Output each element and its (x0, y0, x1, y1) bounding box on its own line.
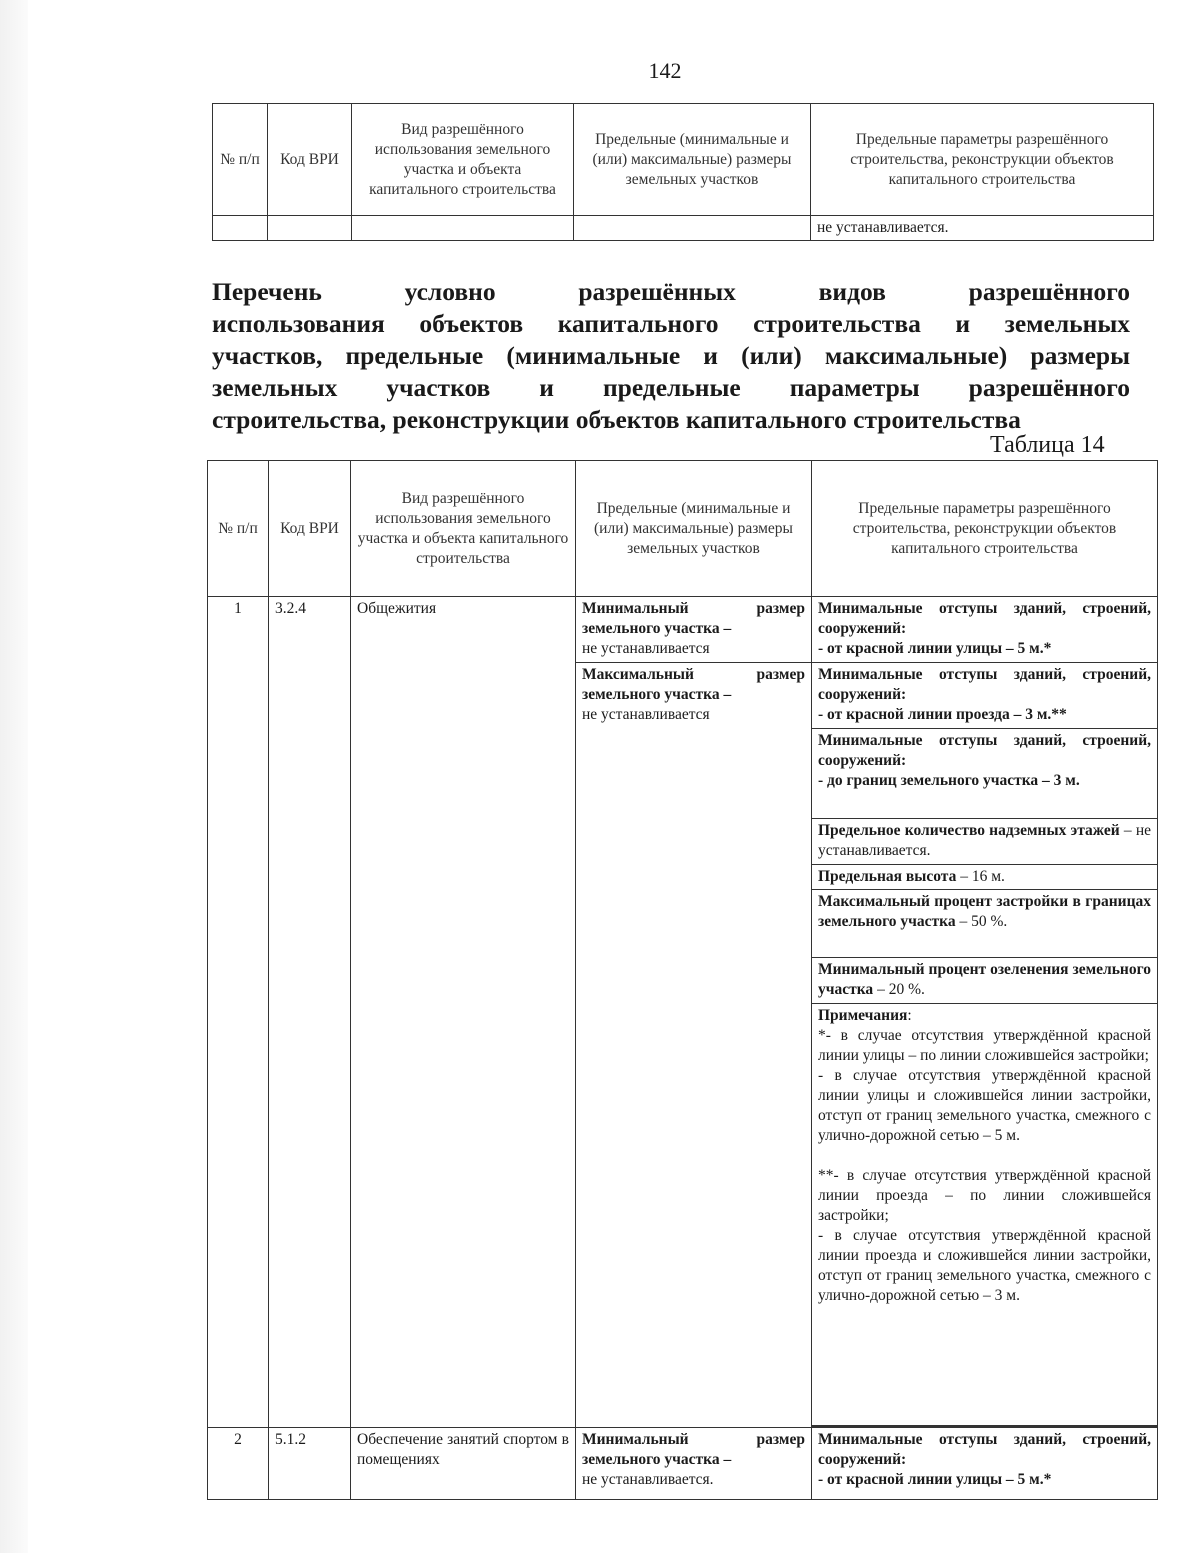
param-value: – 50 %. (955, 913, 1008, 930)
continuation-table (212, 103, 1154, 241)
continuation-text: не устанавливается. (811, 216, 1154, 241)
cell-empty (574, 216, 811, 241)
row-code: 5.1.2 (269, 1428, 351, 1500)
scan-edge (0, 0, 28, 1553)
param-cell (812, 663, 1158, 729)
header-kind: Вид разрешённого использования земельного участка и объекта капитального строительства (351, 461, 576, 597)
title-line: участков, предельные (минимальные и (или) максимальные) размеры (212, 341, 1130, 370)
title-line: использования объектов капитального строительства и земельных (212, 309, 1130, 338)
notes-colon: : (907, 1007, 912, 1024)
param-value: – не устанавливается. (818, 822, 1151, 859)
param-cell (812, 958, 1158, 1004)
param-label: Минимальные отступы зданий, строений, сооружений: (818, 600, 1151, 637)
param-detail: - от красной линии улицы – 5 м.* (818, 640, 1052, 657)
row-number: 2 (208, 1428, 269, 1500)
title-line: земельных участков и предельные параметры разрешённого (212, 373, 1130, 402)
size-value: не устанавливается (582, 706, 710, 723)
table-header-row (208, 461, 1158, 597)
section-title (212, 276, 1130, 404)
param-cell (812, 729, 1158, 819)
header-size: Предельные (минимальные и (или) максимальные) размеры земельных участков (576, 461, 812, 597)
size-value: не устанавливается. (582, 1471, 714, 1488)
note: - в случае отсутствия утверждённой красной линии проезда и сложившейся линии застройки, отступ от границ земельного участка, смежного с улично-дорожной сетью – 3 м. (818, 1227, 1151, 1304)
header-code: Код ВРИ (269, 461, 351, 597)
param-value: – 20 %. (873, 981, 925, 998)
param-detail: - до границ земельного участка – 3 м. (818, 772, 1080, 789)
param-label: Минимальный процент озеленения земельного участка (818, 961, 1151, 998)
param-detail: - от красной линии проезда – 3 м.** (818, 706, 1067, 723)
row-number: 1 (208, 597, 269, 1428)
title-line: Перечень условно разрешённых видов разрешённого (212, 277, 1130, 306)
header-size: Предельные (минимальные и (или) максимальные) размеры земельных участков (574, 104, 811, 216)
table-row (208, 597, 1158, 663)
size-label: Минимальный размер земельного участка – (582, 600, 805, 637)
row-code: 3.2.4 (269, 597, 351, 1428)
title-line: строительства, реконструкции объектов капитального строительства (212, 405, 1021, 434)
header-code: Код ВРИ (268, 104, 352, 216)
notes-cell (812, 1004, 1158, 1426)
param-label: Минимальные отступы зданий, строений, сооружений: (818, 1431, 1151, 1468)
note: - в случае отсутствия утверждённой красной линии улицы и сложившейся линии застройки, отступ от границ земельного участка, смежного с улично-дорожной сетью – 5 м. (818, 1067, 1151, 1144)
cell-empty (213, 216, 268, 241)
row-kind: Общежития (351, 597, 576, 1428)
param-label: Предельная высота (818, 868, 957, 885)
table-row (213, 216, 1154, 241)
note: **- в случае отсутствия утверждённой красной линии проезда – по линии сложившейся застройки; (818, 1167, 1151, 1224)
size-label: Максимальный размер земельного участка – (582, 666, 805, 703)
header-kind: Вид разрешённого использования земельного участка и объекта капитального строительства (352, 104, 574, 216)
main-table (207, 460, 1158, 1500)
header-num: № п/п (213, 104, 268, 216)
header-num: № п/п (208, 461, 269, 597)
param-cell (812, 597, 1158, 663)
param-cell (812, 890, 1158, 958)
param-cell (812, 865, 1158, 890)
param-value: – 16 м. (956, 868, 1005, 885)
size-label: Минимальный размер земельного участка – (582, 1431, 805, 1468)
param-label: Минимальные отступы зданий, строений, сооружений: (818, 666, 1151, 703)
cell-empty (352, 216, 574, 241)
table-row (208, 1428, 1158, 1500)
header-params: Предельные параметры разрешённого строительства, реконструкции объектов капитального строительства (811, 104, 1154, 216)
table-caption: Таблица 14 (990, 432, 1105, 458)
size-cell (576, 597, 812, 663)
notes-title: Примечания (818, 1007, 908, 1024)
table-header-row (213, 104, 1154, 216)
param-cell (812, 1428, 1158, 1500)
param-cell (812, 819, 1158, 865)
param-label: Минимальные отступы зданий, строений, сооружений: (818, 732, 1151, 769)
row-kind: Обеспечение занятий спортом в помещениях (351, 1428, 576, 1500)
note: *- в случае отсутствия утверждённой красной линии улицы – по линии сложившейся застройки; (818, 1027, 1151, 1064)
cell-empty (268, 216, 352, 241)
header-params: Предельные параметры разрешённого строительства, реконструкции объектов капитального строительства (812, 461, 1158, 597)
size-cell (576, 663, 812, 1428)
size-cell (576, 1428, 812, 1500)
param-label: Предельное количество надземных этажей (818, 822, 1120, 839)
page-number: 142 (648, 58, 682, 83)
size-value: не устанавливается (582, 640, 710, 657)
param-detail: - от красной линии улицы – 5 м.* (818, 1471, 1052, 1488)
param-label: Максимальный процент застройки в границах земельного участка (818, 893, 1151, 930)
